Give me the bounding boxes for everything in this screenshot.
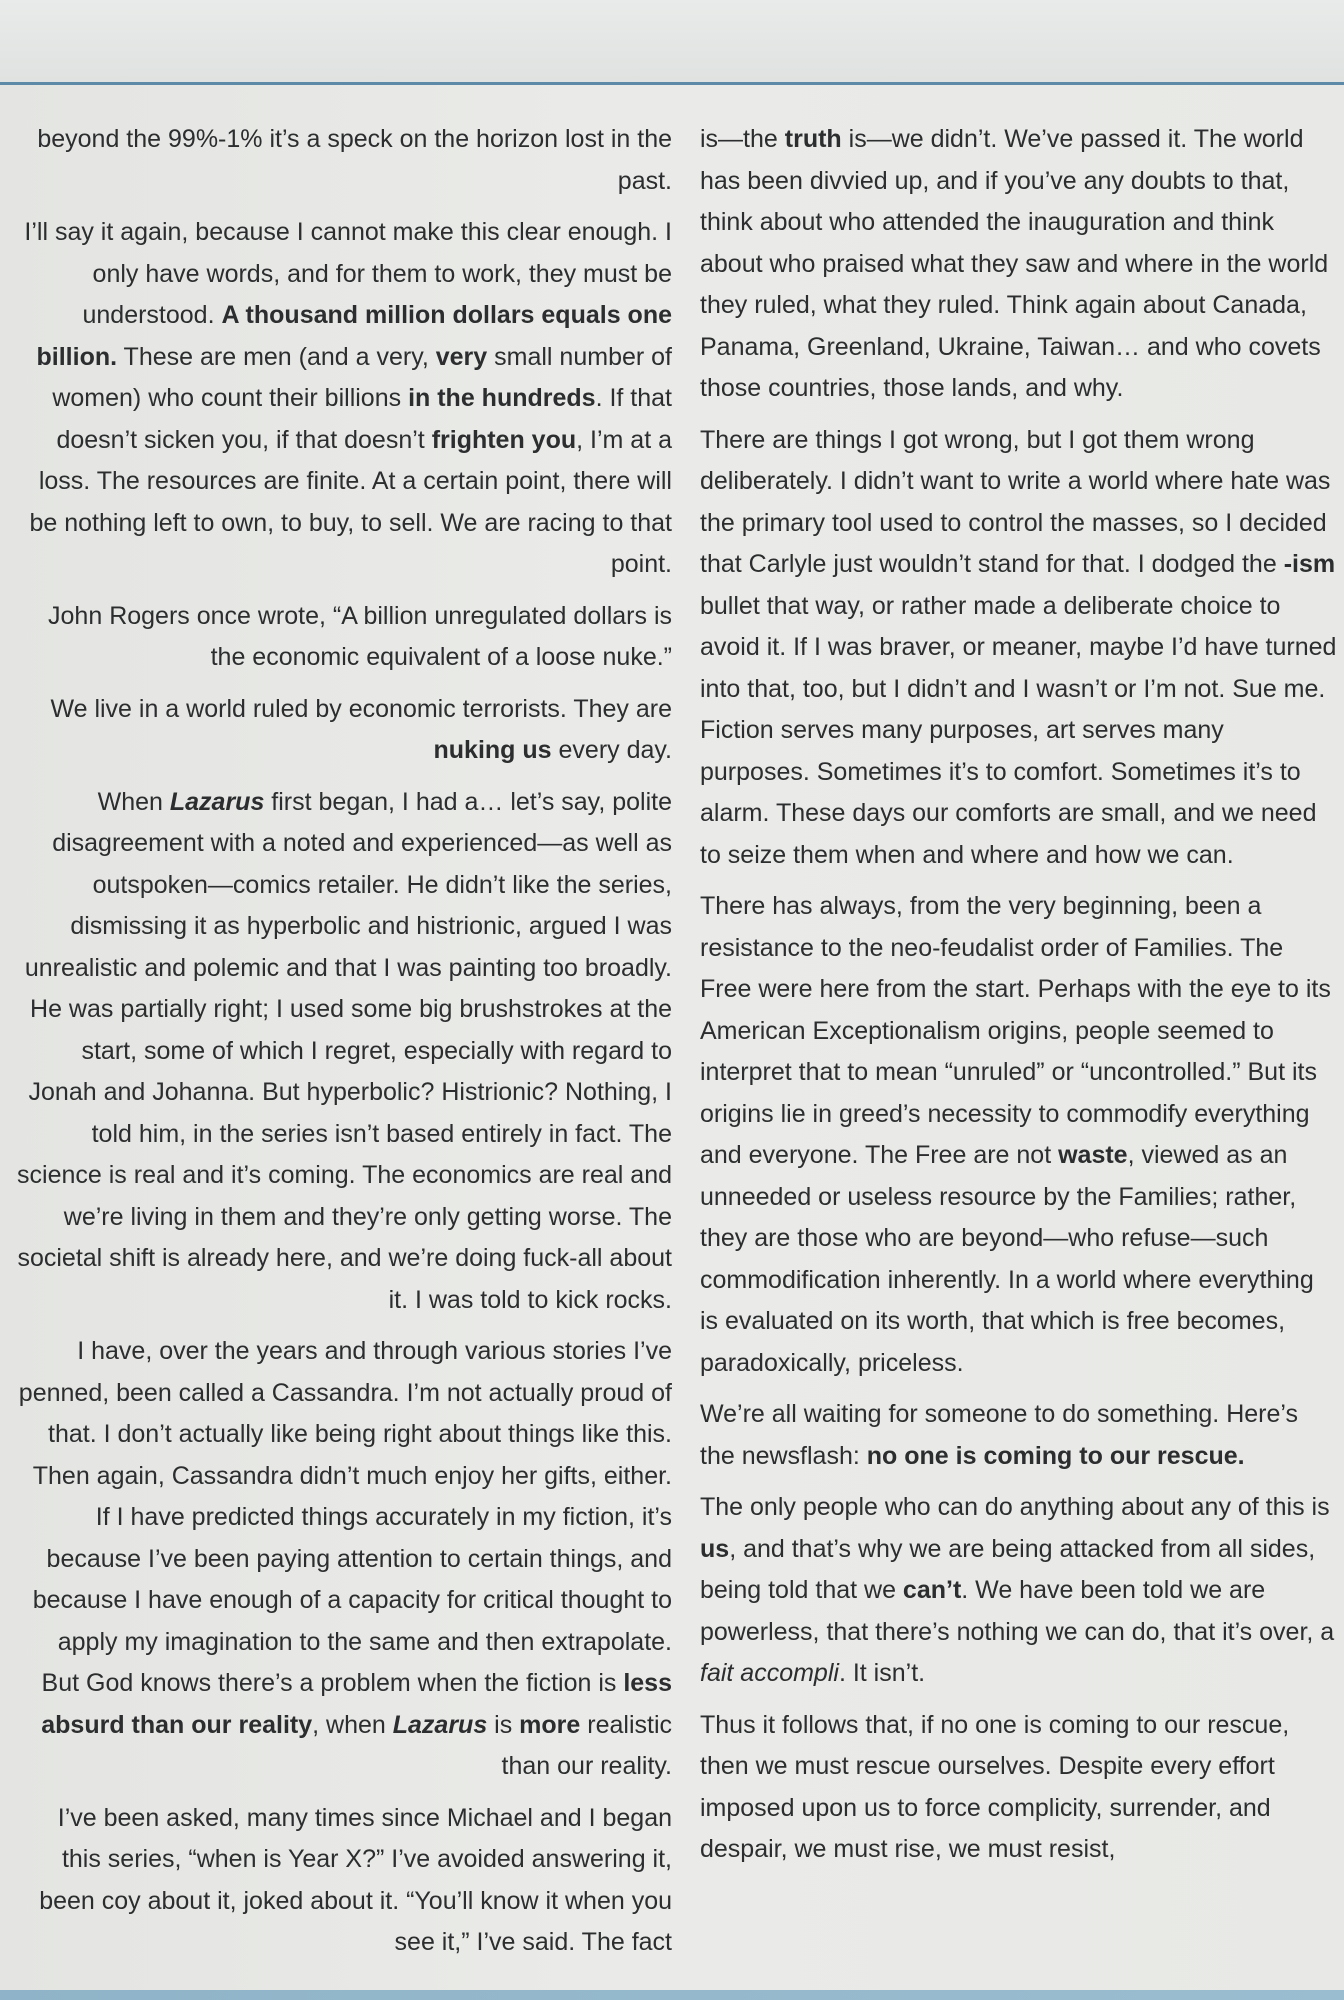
bold-text: very	[435, 342, 488, 371]
paragraph: When Lazarus first began, I had a… let’s say, polite disagreement with a noted and experienced—as well as outspoken—comics retailer. He didn’t like the series, dismissing it as hyperbolic and histrionic, argued I was unrealistic and polemic and that I was painting too broadly. He was partially right; I used some big brushstrokes at the start, some of which I regret, especially with regard to Jonah and Johanna. But hyperbolic? Histrionic? Nothing, I told him, in the series isn’t based entirely in fact. The science is real and it’s coming. The economics are real and we’re living in them and they’re only getting worse. The societal shift is already here, and we’re doing fuck-all about it. I was told to kick rocks.	[17, 787, 672, 1314]
paragraph: I have, over the years and through various stories I’ve penned, been called a Cassandra. I’m not actually proud of that. I don’t actually like being right about things like this. Then again, Cassandra didn’t much enjoy her gifts, either. If I have predicted things accurately in my fiction, it’s because I’ve been paying attention to certain things, and because I have enough of a capacity for critical thought to apply my imagination to the same and then extrapolate. But God knows there’s a problem when the fiction is less absurd than our reality, when Lazarus is more realistic than our reality.	[18, 1337, 672, 1780]
paragraph: is—the truth is—we didn’t. We’ve passed it. The world has been divvied up, and if you’ve any doubts to that, think about who attended the inauguration and think about who praised what they saw and where in the world they ruled, what they ruled. Think again about Canada, Panama, Greenland, Ukraine, Taiwan… and who covets those countries, those lands, and why.	[700, 125, 1329, 402]
bold-text: in the hundreds	[408, 384, 596, 412]
bold-text: us	[700, 1534, 730, 1563]
paragraph: I’ll say it again, because I cannot make this clear enough. I only have words, and for them to work, they must be understood. A thousand million dollars equals one billion. These are men (and a very, very small number of women) who count their billions in the hundreds. If that doesn’t sicken you, if that doesn’t frighten you, I’m at a loss. The resources are finite. At a certain point, there will be nothing left to own, to buy, to sell. We are racing to that point.	[24, 218, 672, 578]
italic-text: fait accompli	[700, 1659, 839, 1687]
bold-text: -ism	[1283, 550, 1336, 578]
bold-text: less absurd than our reality	[41, 1669, 672, 1739]
bold-text: waste	[1058, 1141, 1128, 1169]
bold-text: can’t	[902, 1576, 962, 1604]
paragraph: We’re all waiting for someone to do something. Here’s the newsflash: no one is coming to our rescue.	[700, 1400, 1298, 1470]
bold-text: frighten you	[431, 425, 577, 454]
bold-text: no one is coming to our rescue.	[866, 1441, 1245, 1470]
series-title: Lazarus	[169, 787, 265, 816]
screen-bottom-edge	[0, 1990, 1344, 2000]
bold-text: A thousand million dollars equals one billion.	[36, 301, 672, 371]
series-title: Lazarus	[392, 1710, 488, 1739]
bold-text: truth	[784, 125, 842, 153]
paragraph: Thus it follows that, if no one is coming to our rescue, then we must rescue ourselves. Despite every effort imposed upon us to force complicity, surrender, and despair, we must rise, we must resist,	[700, 1710, 1290, 1863]
paragraph: beyond the 99%-1% it’s a speck on the horizon lost in the past.	[37, 125, 672, 195]
bold-text: more	[519, 1710, 581, 1739]
paragraph: There are things I got wrong, but I got them wrong deliberately. I didn’t want to write a world where hate was the primary tool used to control the masses, so I decided that Carlyle just wouldn’t stand for that. I dodged the -ism bullet that way, or rather made a deliberate choice to avoid it. If I was braver, or meaner, maybe I’d have turned into that, too, but I didn’t and I wasn’t or I’m not. Sue me. Fiction serves many purposes, art serves many purposes. Sometimes it’s to comfort. Sometimes it’s to alarm. These days our comforts are small, and we need to seize them when and where and how we can.	[700, 425, 1337, 869]
document-page	[0, 85, 1344, 2000]
left-column	[14, 119, 672, 1974]
paragraph: There has always, from the very beginning, been a resistance to the neo-feudalist order of Families. The Free were here from the start. Perhaps with the eye to its American Exceptionalism origins, people seemed to interpret that to mean “unruled” or “uncontrolled.” But its origins lie in greed’s necessity to commodify everything and everyone. The Free are not waste, viewed as an unneeded or useless resource by the Families; rather, they are those who are beyond—who refuse—such commodification inherently. In a world where everything is evaluated on its worth, that which is free becomes, paradoxically, priceless.	[700, 892, 1331, 1377]
paragraph: The only people who can do anything about any of this is us, and that’s why we are being attacked from all sides, being told that we can’t. We have been told we are powerless, that there’s nothing we can do, that it’s over, a fait accompli. It isn’t.	[700, 1493, 1335, 1687]
bold-text: nuking us	[433, 736, 552, 764]
right-column	[700, 119, 1338, 1881]
paragraph: I’ve been asked, many times since Michael and I began this series, “when is Year X?” I’ve avoided answering it, been coy about it, joked about it. “You’ll know it when you see it,” I’ve said. The fact	[39, 1803, 672, 1956]
screen-top-bezel	[0, 0, 1344, 82]
paragraph: We live in a world ruled by economic terrorists. They are nuking us every day.	[50, 694, 672, 764]
quote-paragraph: John Rogers once wrote, “A billion unregulated dollars is the economic equivalent of a loose nuke.”	[48, 601, 672, 671]
